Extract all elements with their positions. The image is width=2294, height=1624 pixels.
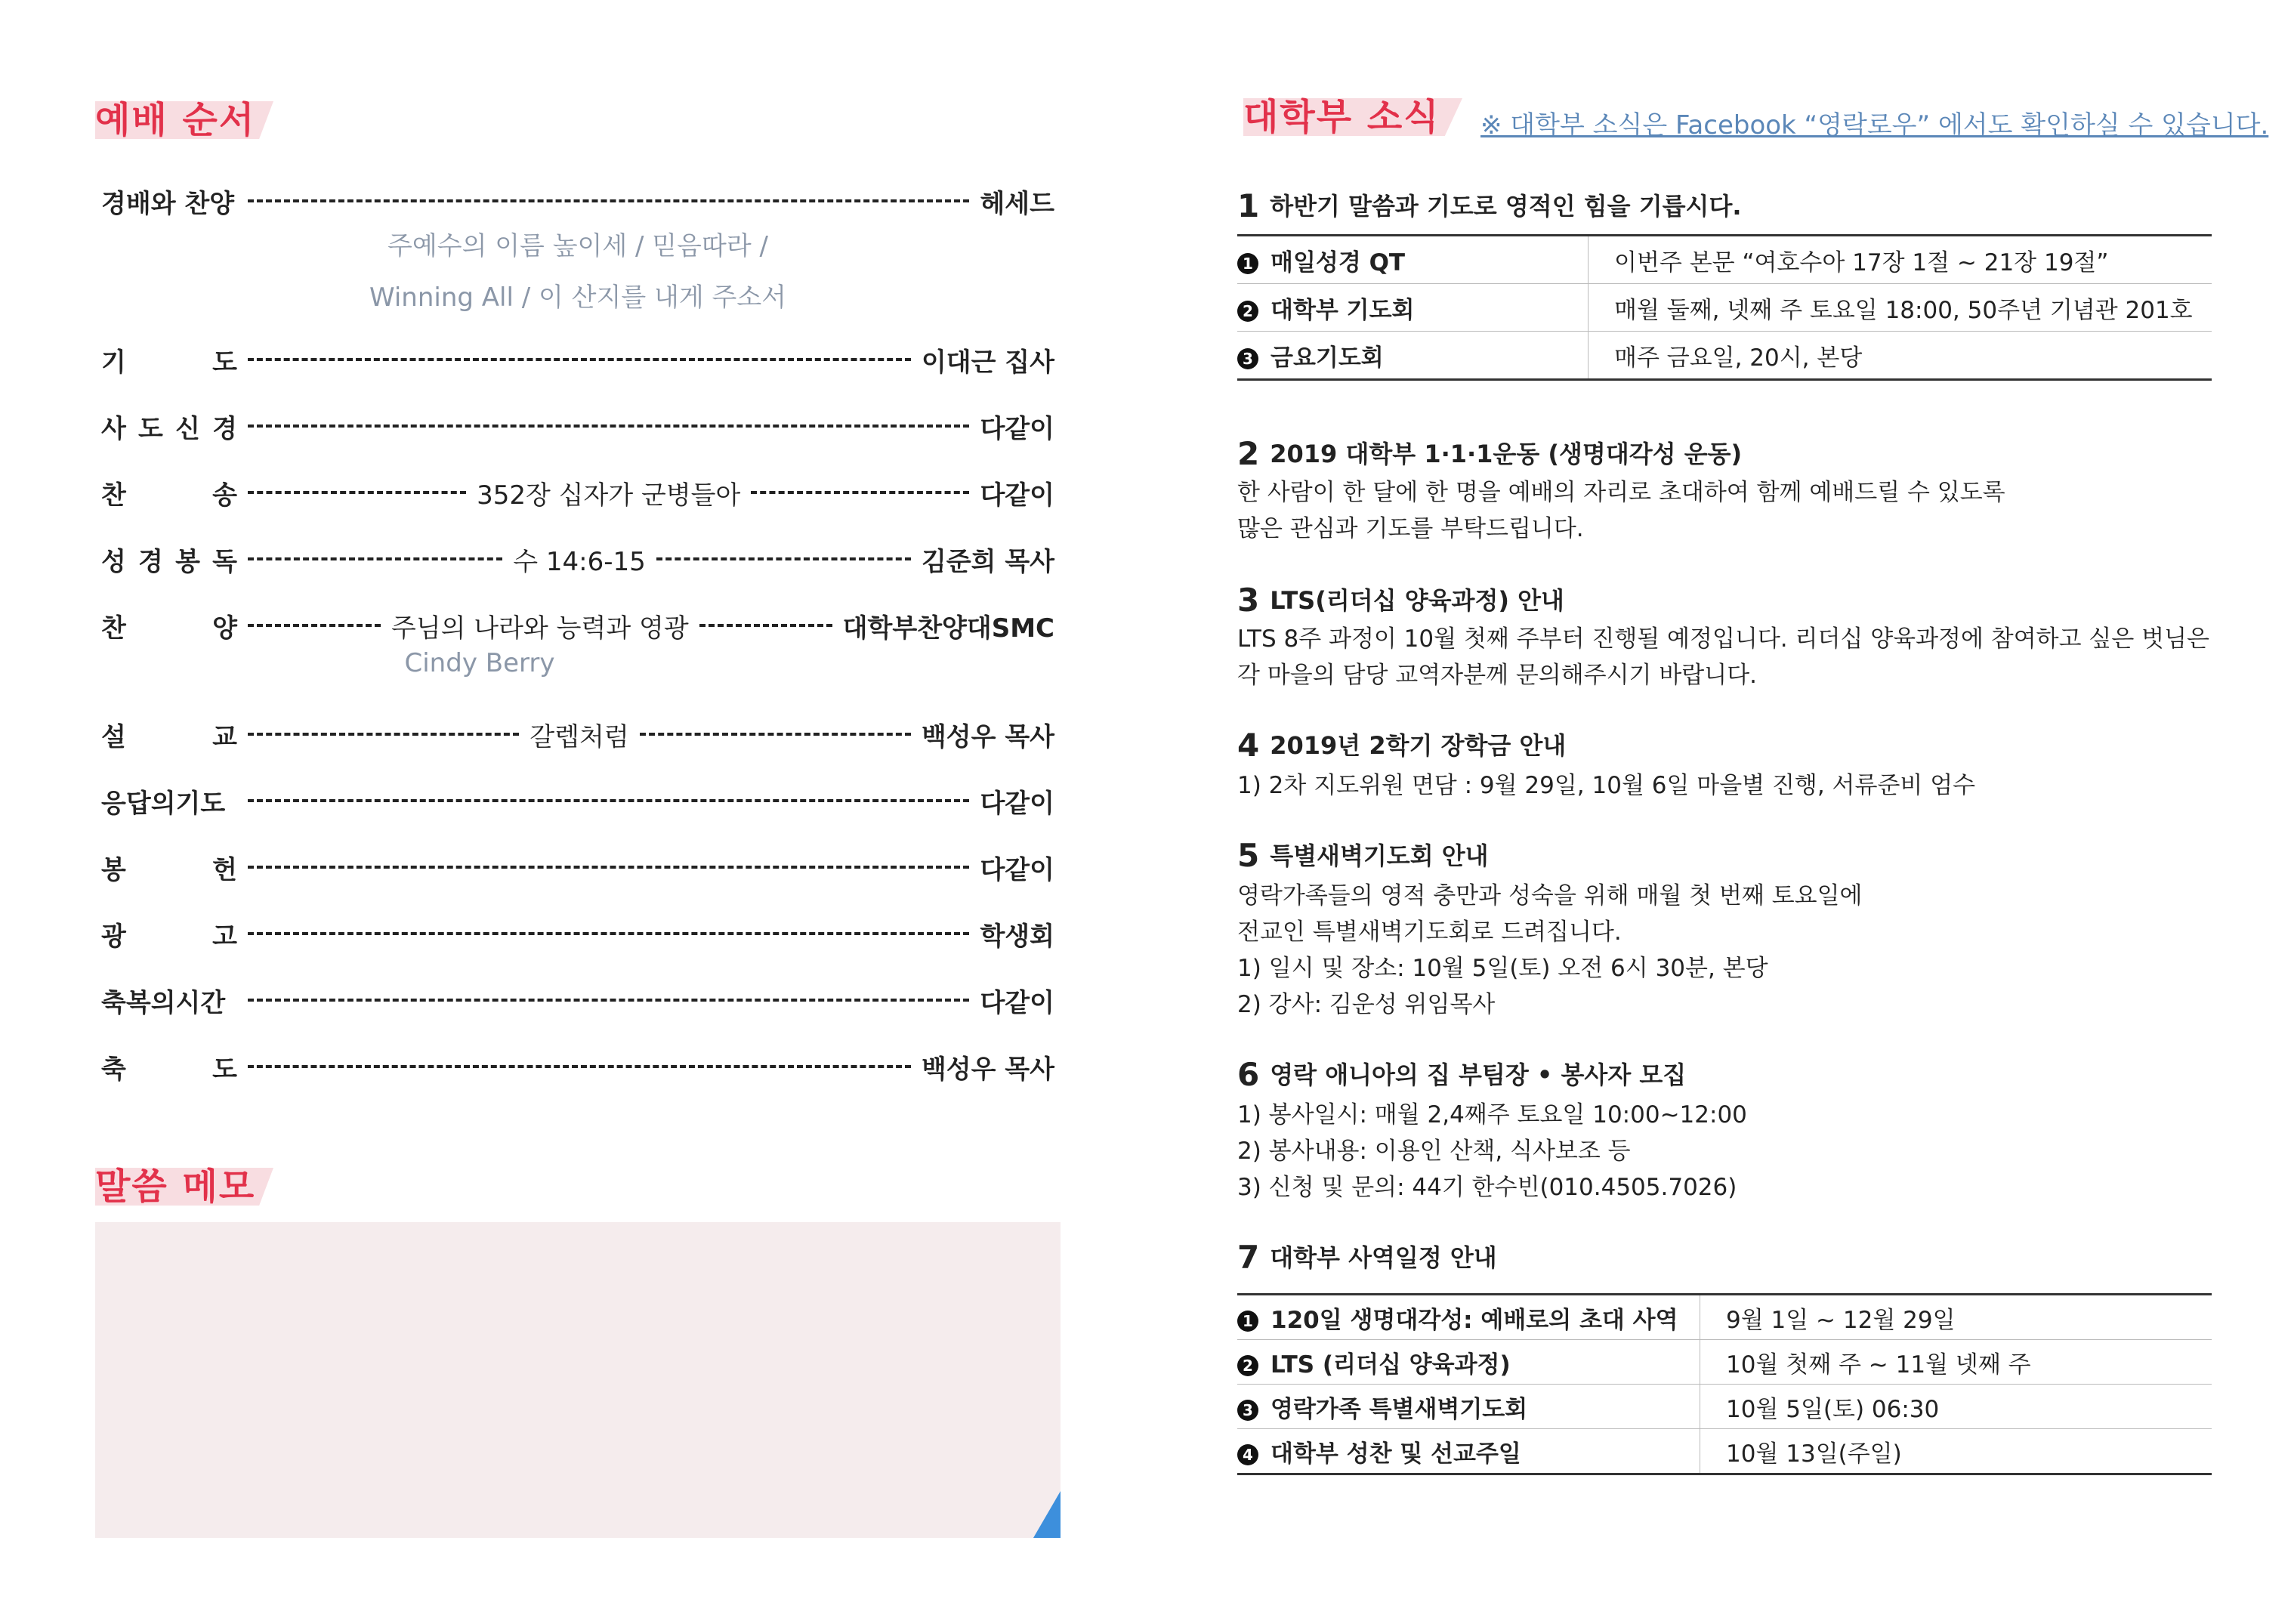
news-item-3-body: LTS 8주 과정이 10월 첫째 주부터 진행될 예정입니다. 리더십 양육과정에 참여하고 싶은 벗님은 각 마을의 담당 교역자분께 문의해주시기 바랍니다. <box>1237 625 2209 689</box>
order-label: 성 경 봉 독 <box>101 546 237 577</box>
order-leader: 대학부찬양대SMC <box>842 613 1054 644</box>
dotted-leader <box>248 932 969 935</box>
praise-songs-line2: Winning All / 이 산지를 내게 주소서 <box>369 283 787 313</box>
number-circle-icon: 1 <box>1237 253 1258 274</box>
order-leader: 헤세드 <box>980 188 1054 219</box>
order-content: 수 14:6-15 <box>513 546 646 577</box>
dotted-leader <box>640 733 911 736</box>
order-label: 찬 양 <box>101 613 237 644</box>
table-row: 3 금요기도회 매주 금요일, 20시, 본당 <box>1237 332 2212 380</box>
dotted-leader <box>699 624 832 627</box>
page-fold-corner <box>1033 1491 1061 1538</box>
order-leader: 다같이 <box>980 788 1054 819</box>
news-item-4-body: 1) 2차 지도위원 면담 : 9월 29일, 10월 6일 마을별 진행, 서류준비 엄수 <box>1237 772 1976 799</box>
order-row <box>101 979 1054 1021</box>
choir-composer: Cindy Berry <box>404 648 555 678</box>
dotted-leader <box>248 1065 911 1068</box>
order-content: 갈렙처럼 <box>530 721 629 752</box>
news-item-6-body: 1) 봉사일시: 매월 2,4째주 토요일 10:00~12:00 2) 봉사내용: 이용인 산책, 식사보조 등 3) 신청 및 문의: 44기 한수빈(010.4505.7026) <box>1237 1101 1747 1201</box>
praise-songs-line1: 주예수의 이름 높이세 / 믿음따라 / <box>387 231 768 261</box>
order-leader: 다같이 <box>980 413 1054 444</box>
dotted-leader <box>248 358 911 361</box>
order-row <box>101 846 1054 888</box>
order-label: 설 교 <box>101 721 237 752</box>
order-row <box>101 180 1054 222</box>
number-circle-icon: 4 <box>1237 1444 1258 1465</box>
worship-order-header <box>95 94 273 139</box>
dotted-leader <box>248 799 969 802</box>
dotted-leader <box>656 557 911 560</box>
dotted-leader <box>248 866 969 869</box>
worship-order-title: 예배 순서 <box>95 99 256 141</box>
news-item-3-title: 3 LTS(리더십 양육과정) 안내 <box>1237 582 1564 619</box>
table-row: 2 대학부 기도회 매월 둘째, 넷째 주 토요일 18:00, 50주년 기념관 201호 <box>1237 284 2212 332</box>
order-row <box>101 1045 1054 1088</box>
order-content: 주님의 나라와 능력과 영광 <box>391 613 689 644</box>
order-row <box>101 338 1054 381</box>
order-row <box>101 471 1054 514</box>
dotted-leader <box>248 491 466 494</box>
dotted-leader <box>248 425 969 428</box>
number-circle-icon: 3 <box>1237 348 1258 369</box>
order-row <box>101 604 1054 647</box>
facebook-note[interactable]: ※ 대학부 소식은 Facebook “영락로우” 에서도 확인하실 수 있습니다. <box>1480 110 2269 140</box>
order-label: 기 도 <box>101 347 237 378</box>
number-circle-icon: 2 <box>1237 1355 1258 1376</box>
news-title: 대학부 소식 <box>1243 96 1440 138</box>
table-row: 1 매일성경 QT 이번주 본문 “여호수아 17장 1절 ~ 21장 19절” <box>1237 236 2212 284</box>
order-label: 축복의시간 <box>101 987 226 1018</box>
table-row: 2 LTS (리더십 양육과정) 10월 첫째 주 ~ 11월 넷째 주 <box>1237 1340 2212 1385</box>
dotted-leader <box>248 733 519 736</box>
order-label: 봉 헌 <box>101 854 237 885</box>
order-row <box>101 405 1054 447</box>
order-leader: 백성우 목사 <box>921 721 1055 752</box>
dotted-leader <box>248 999 969 1002</box>
order-label: 찬 송 <box>101 480 237 511</box>
news-item-5-body: 영락가족들의 영적 충만과 성숙을 위해 매월 첫 번째 토요일에 전교인 특별새벽기도회로 드려집니다. 1) 일시 및 장소: 10월 5일(토) 오전 6시 30분, 본당 2) 강사: 김운성 위임목사 <box>1237 882 1863 1018</box>
prayer-table <box>1237 234 2212 381</box>
news-item-1-title: 1 하반기 말씀과 기도로 영적인 힘을 기릅시다. <box>1237 187 1742 224</box>
order-content: 352장 십자가 군병들아 <box>477 480 741 511</box>
dotted-leader <box>248 624 381 627</box>
schedule-table <box>1237 1293 2212 1475</box>
news-item-6-title: 6 영락 애니아의 집 부팀장 • 봉사자 모집 <box>1237 1056 1687 1093</box>
order-leader: 다같이 <box>980 854 1054 885</box>
number-circle-icon: 1 <box>1237 1311 1258 1332</box>
news-header <box>1243 91 1462 136</box>
order-label: 응답의기도 <box>101 788 226 819</box>
memo-title: 말씀 메모 <box>95 1166 256 1208</box>
number-circle-icon: 3 <box>1237 1400 1258 1421</box>
order-leader: 백성우 목사 <box>921 1054 1054 1085</box>
dotted-leader <box>751 491 969 494</box>
table-row: 4 대학부 성찬 및 선교주일 10월 13일(주일) <box>1237 1429 2212 1474</box>
dotted-leader <box>248 199 969 202</box>
order-leader: 다같이 <box>980 987 1054 1018</box>
news-item-2-body: 한 사람이 한 달에 한 명을 예배의 자리로 초대하여 함께 예배드릴 수 있도록 많은 관심과 기도를 부탁드립니다. <box>1237 479 2005 542</box>
dotted-leader <box>248 557 502 560</box>
table-row: 1 120일 생명대각성: 예배로의 초대 사역 9월 1일 ~ 12월 29일 <box>1237 1295 2212 1340</box>
news-item-2-title: 2 2019 대학부 1·1·1운동 (생명대각성 운동) <box>1237 435 1743 472</box>
memo-box[interactable] <box>95 1222 1061 1538</box>
order-row <box>101 713 1054 755</box>
order-row <box>101 912 1054 955</box>
news-item-4-title: 4 2019년 2학기 장학금 안내 <box>1237 727 1567 764</box>
order-row <box>101 780 1054 822</box>
memo-header <box>95 1160 273 1206</box>
table-row: 3 영락가족 특별새벽기도회 10월 5일(토) 06:30 <box>1237 1385 2212 1429</box>
news-item-5-title: 5 특별새벽기도회 안내 <box>1237 837 1489 874</box>
order-leader: 학생회 <box>980 921 1054 952</box>
order-row <box>101 538 1054 580</box>
number-circle-icon: 2 <box>1237 301 1258 322</box>
order-label: 축 도 <box>101 1054 237 1085</box>
news-item-7-title: 7 대학부 사역일정 안내 <box>1237 1239 1497 1276</box>
order-label: 광 고 <box>101 921 237 952</box>
order-leader: 다같이 <box>980 480 1054 511</box>
order-leader: 김준희 목사 <box>921 546 1055 577</box>
order-leader: 이대근 집사 <box>921 347 1054 378</box>
order-label: 사 도 신 경 <box>101 413 237 444</box>
order-label: 경배와 찬양 <box>101 188 235 219</box>
